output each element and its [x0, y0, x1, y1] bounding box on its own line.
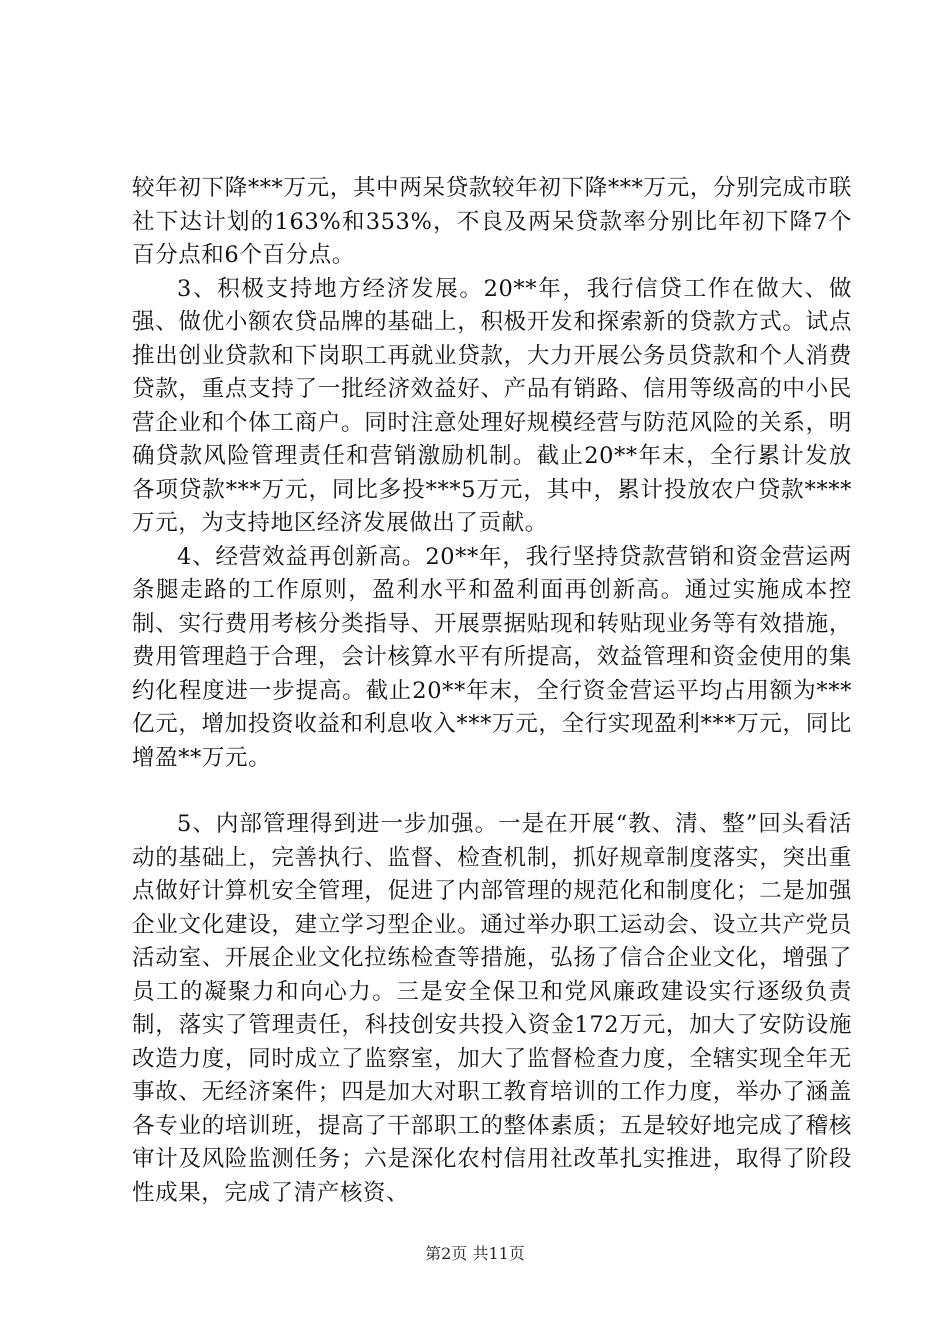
paragraph-internal-management: 5、内部管理得到进一步加强。一是在开展“教、清、整”回头看活动的基础上，完善执行、监督、检查机制，抓好规章制度落实，突出重点做好计算机安全管理，促进了内部管理的规范化和制度化；二是加强企业文化建设，建立学习型企业。通过举办职工运动会、设立共产党员活动室、开展企业文化拉练检查等措施，弘扬了信合企业文化，增强了员工的凝聚力和向心力。三是安全保卫和党风廉政建设实行逐级负责制，落实了管理责任，科技创安共投入资金172万元，加大了安防设施改造力度，同时成立了监察室，加大了监督检查力度，全辖实现全年无事故、无经济案件；四是加大对职工教育培训的工作力度，举办了涵盖各专业的培训班，提高了干部职工的整体素质；五是较好地完成了稽核审计及风险监测任务；六是深化农村信用社改革扎实推进，取得了阶段性成果，完成了清产核资、: [132, 811, 852, 1206]
paragraph-spacer: [132, 775, 852, 808]
paragraph-continued-loan-reduction: 较年初下降***万元，其中两呆贷款较年初下降***万元，分别完成市联社下达计划的163%和353%，不良及两呆贷款率分别比年初下降7个百分点和6个百分点。: [132, 175, 852, 268]
paragraph-local-economy-support: 3、积极支持地方经济发展。20**年，我行信贷工作在做大、做强、做优小额农贷品牌的基础上，积极开发和探索新的贷款方式。试点推出创业贷款和下岗职工再就业贷款，大力开展公务员贷款和个人消费贷款，重点支持了一批经济效益好、产品有销路、信用等级高的中小民营企业和个体工商户。同时注意处理好规模经营与防范风险的关系，明确贷款风险管理责任和营销激励机制。截止20**年末，全行累计发放各项贷款***万元，同比多投***5万元，其中，累计投放农户贷款****万元，为支持地区经济发展做出了贡献。: [132, 275, 852, 536]
document-body: [132, 172, 852, 1210]
paragraph-operating-benefits: 4、经营效益再创新高。20**年，我行坚持贷款营销和资金营运两条腿走路的工作原则，盈利水平和盈利面再创新高。通过实施成本控制、实行费用考核分类指导、开展票据贴现和转贴现业务等有效措施，费用管理趋于合理，会计核算水平有所提高，效益管理和资金使用的集约化程度进一步提高。截止20**年末，全行资金营运平均占用额为***亿元，增加投资收益和利息收入***万元，全行实现盈利***万元，同比增盈**万元。: [132, 543, 852, 771]
page-footer: 第2页 共11页: [425, 1244, 525, 1263]
